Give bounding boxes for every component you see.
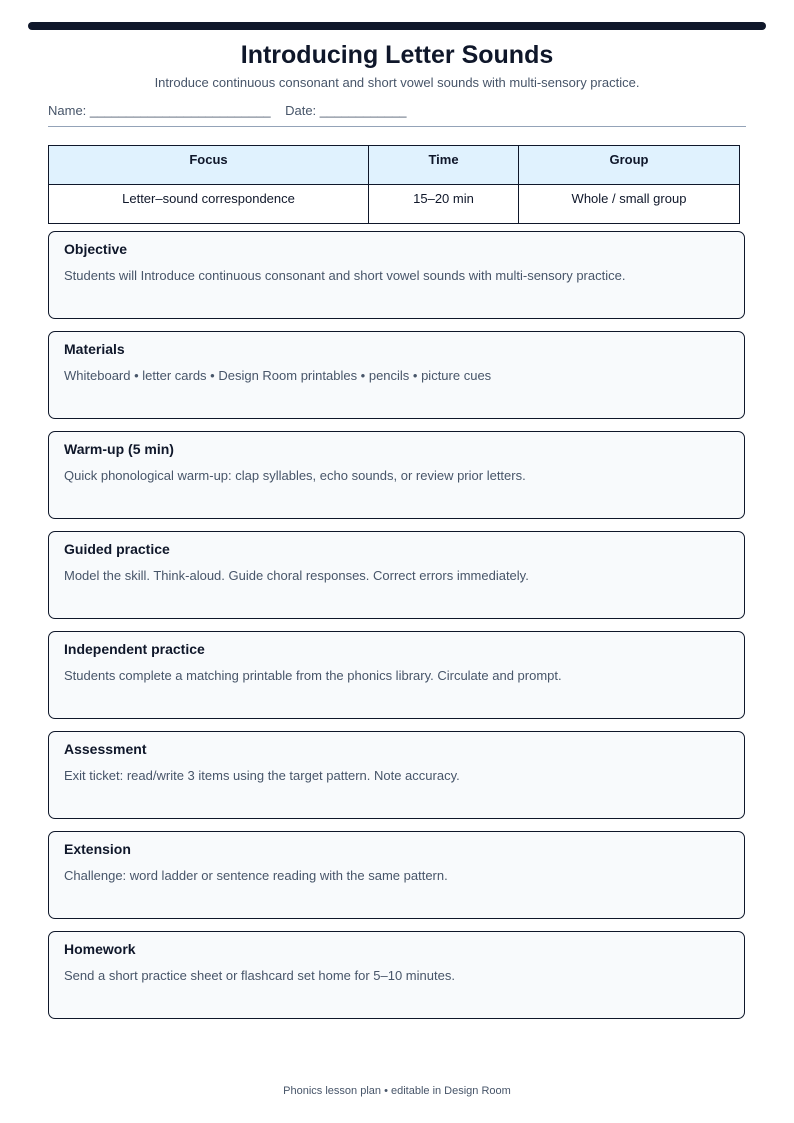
section-title: Warm-up (5 min): [64, 441, 174, 457]
table-row: [49, 185, 740, 224]
header-group: Group: [519, 146, 740, 185]
section-independent-practice: [48, 631, 745, 719]
section-body: Quick phonological warm-up: clap syllables, echo sounds, or review prior letters.: [64, 468, 526, 483]
section-body: Model the skill. Think-aloud. Guide choral responses. Correct errors immediately.: [64, 568, 529, 583]
section-body: Challenge: word ladder or sentence reading with the same pattern.: [64, 868, 448, 883]
section-guided-practice: [48, 531, 745, 619]
section-title: Materials: [64, 341, 125, 357]
page-subtitle: Introduce continuous consonant and short vowel sounds with multi-sensory practice.: [154, 75, 640, 90]
section-title: Independent practice: [64, 641, 205, 657]
page-footer: Phonics lesson plan • editable in Design Room: [283, 1085, 511, 1097]
cell-group: Whole / small group: [519, 185, 740, 224]
section-title: Objective: [64, 241, 128, 257]
header-time: Time: [369, 146, 519, 185]
page-title: Introducing Letter Sounds: [240, 41, 554, 69]
section-assessment: [48, 731, 745, 819]
header-divider: [48, 126, 746, 127]
section-warm-up: [48, 431, 745, 519]
section-body: Whiteboard • letter cards • Design Room printables • pencils • picture cues: [64, 368, 492, 383]
section-body: Send a short practice sheet or flashcard set home for 5–10 minutes.: [64, 968, 455, 983]
cell-focus: Letter–sound correspondence: [49, 185, 369, 224]
name-date-line: Name: _________________________ Date: ____________: [48, 103, 407, 118]
section-title: Extension: [64, 841, 131, 857]
section-body: Exit ticket: read/write 3 items using the target pattern. Note accuracy.: [64, 768, 460, 783]
section-materials: [48, 331, 745, 419]
section-homework: [48, 931, 745, 1019]
section-title: Guided practice: [64, 541, 170, 557]
cell-time: 15–20 min: [369, 185, 519, 224]
section-title: Homework: [64, 941, 136, 957]
section-title: Assessment: [64, 741, 147, 757]
lesson-info-table: [48, 145, 740, 224]
top-accent-bar: [28, 22, 766, 30]
section-body: Students will Introduce continuous consonant and short vowel sounds with multi-sensory practice.: [64, 268, 626, 283]
section-extension: [48, 831, 745, 919]
section-body: Students complete a matching printable from the phonics library. Circulate and prompt.: [64, 668, 562, 683]
section-objective: [48, 231, 745, 319]
table-header-row: [49, 146, 740, 185]
header-focus: Focus: [49, 146, 369, 185]
